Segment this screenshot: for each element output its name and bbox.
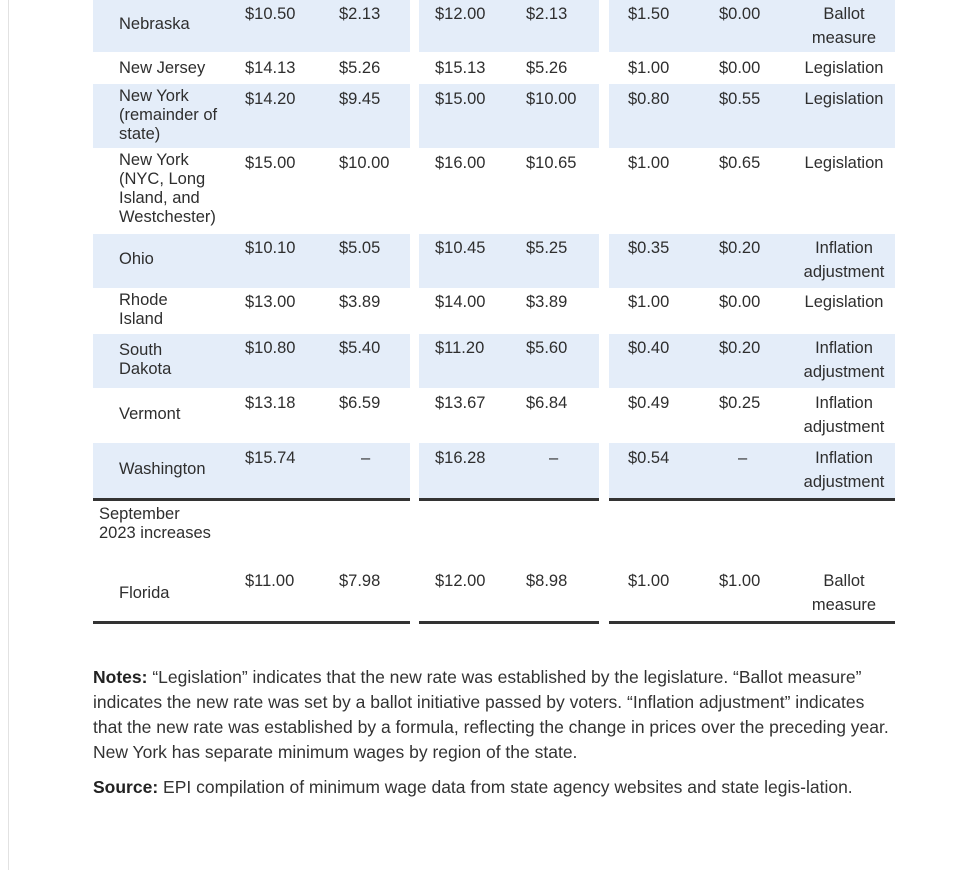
state-name: New York (NYC, Long Island, and Westchester)	[119, 151, 216, 226]
new-wage: $15.00	[435, 90, 486, 108]
state-name: New York (remainder of state)	[119, 87, 218, 143]
table-row	[93, 234, 895, 288]
wage-increase: $0.49	[628, 394, 670, 412]
current-wage: $10.50	[245, 5, 296, 23]
increase-method: Inflation adjustment	[803, 394, 885, 436]
new-wage: $16.28	[435, 449, 486, 467]
current-tipped-wage: $3.89	[339, 293, 381, 311]
table-row	[93, 443, 895, 498]
table-bottom-rule	[93, 621, 410, 624]
notes-paragraph	[93, 665, 898, 765]
wage-increase: $0.35	[628, 239, 670, 257]
source-label: Source:	[93, 777, 159, 797]
current-tipped-wage: $5.26	[339, 59, 381, 77]
new-tipped-wage: –	[549, 449, 559, 467]
tipped-wage-increase: $0.20	[719, 339, 761, 357]
new-wage: $14.00	[435, 293, 486, 311]
tipped-wage-increase: $1.00	[719, 572, 761, 590]
current-wage: $11.00	[245, 572, 295, 590]
current-tipped-wage: $5.40	[339, 339, 381, 357]
page-left-border	[8, 0, 9, 870]
current-tipped-wage: $10.00	[339, 154, 390, 172]
current-wage: $14.13	[245, 59, 296, 77]
increase-method: Inflation adjustment	[803, 239, 885, 281]
increase-method: Legislation	[804, 154, 884, 172]
section-divider	[419, 498, 599, 501]
current-tipped-wage: $7.98	[339, 572, 381, 590]
current-wage: $14.20	[245, 90, 296, 108]
new-tipped-wage: $2.13	[526, 5, 568, 23]
current-wage: $10.80	[245, 339, 296, 357]
increase-method: Legislation	[804, 90, 884, 108]
state-name: Vermont	[119, 405, 181, 423]
tipped-wage-increase: –	[738, 449, 748, 467]
new-tipped-wage: $10.65	[526, 154, 577, 172]
section-divider	[93, 498, 410, 501]
state-name: New Jersey	[119, 59, 206, 77]
tipped-wage-increase: $0.00	[719, 293, 761, 311]
increase-method: Legislation	[804, 293, 884, 311]
tipped-wage-increase: $0.65	[719, 154, 761, 172]
new-tipped-wage: $5.25	[526, 239, 568, 257]
current-tipped-wage: $2.13	[339, 5, 381, 23]
table-row	[93, 52, 895, 84]
new-tipped-wage: $5.26	[526, 59, 568, 77]
current-tipped-wage: –	[361, 449, 371, 467]
increase-method: Inflation adjustment	[803, 339, 885, 381]
notes-text: “Legislation” indicates that the new rate was established by the legislature. “Ballot measure” indicates the new rate was set by a ballot initiative passed by voters. “Inflation adjustment” indicates that the new rate was established by a formula, reflecting the change in prices over the preceding year. New York has separate minimum wages by region of the state.	[93, 667, 889, 762]
new-tipped-wage: $6.84	[526, 394, 568, 412]
section-heading: September 2023 increases	[99, 505, 211, 542]
wage-increase: $0.54	[628, 449, 670, 467]
section-divider	[609, 498, 895, 501]
increase-method: Ballot measure	[811, 572, 877, 614]
current-tipped-wage: $6.59	[339, 394, 381, 412]
new-wage: $13.67	[435, 394, 486, 412]
table-row	[93, 84, 895, 148]
table-notes	[93, 665, 898, 810]
increase-method: Legislation	[804, 59, 884, 77]
new-tipped-wage: $8.98	[526, 572, 568, 590]
state-name: Washington	[119, 460, 206, 478]
state-name: Ohio	[119, 250, 154, 268]
current-wage: $13.00	[245, 293, 296, 311]
increase-method: Ballot measure	[811, 5, 877, 47]
tipped-wage-increase: $0.25	[719, 394, 761, 412]
source-text: EPI compilation of minimum wage data from state agency websites and state legis-lation.	[158, 777, 853, 797]
state-name: Florida	[119, 584, 170, 602]
table-row	[93, 388, 895, 443]
new-wage: $15.13	[435, 59, 486, 77]
state-name: Rhode Island	[119, 291, 168, 328]
new-wage: $11.20	[435, 339, 485, 357]
new-tipped-wage: $5.60	[526, 339, 568, 357]
wage-increase: $1.00	[628, 59, 670, 77]
tipped-wage-increase: $0.20	[719, 239, 761, 257]
wage-increase: $1.00	[628, 293, 670, 311]
current-wage: $15.74	[245, 449, 296, 467]
new-wage: $10.45	[435, 239, 486, 257]
tipped-wage-increase: $0.00	[719, 5, 761, 23]
current-wage: $10.10	[245, 239, 296, 257]
current-tipped-wage: $5.05	[339, 239, 381, 257]
table-bottom-rule	[609, 621, 895, 624]
wage-increase: $0.80	[628, 90, 670, 108]
table-bottom-rule	[419, 621, 599, 624]
source-paragraph	[93, 775, 898, 800]
wage-increase: $1.00	[628, 154, 670, 172]
new-wage: $12.00	[435, 5, 486, 23]
state-name: South Dakota	[119, 341, 172, 378]
new-tipped-wage: $10.00	[526, 90, 577, 108]
table-row	[93, 288, 895, 334]
table-row	[93, 566, 895, 621]
current-wage: $15.00	[245, 154, 296, 172]
wage-increase: $1.50	[628, 5, 670, 23]
table-row	[93, 148, 895, 234]
state-name: Nebraska	[119, 15, 190, 33]
new-wage: $12.00	[435, 572, 486, 590]
current-wage: $13.18	[245, 394, 296, 412]
notes-label: Notes:	[93, 667, 148, 687]
tipped-wage-increase: $0.55	[719, 90, 761, 108]
tipped-wage-increase: $0.00	[719, 59, 761, 77]
current-tipped-wage: $9.45	[339, 90, 381, 108]
new-wage: $16.00	[435, 154, 486, 172]
table-row	[93, 334, 895, 388]
wage-increase: $1.00	[628, 572, 670, 590]
increase-method: Inflation adjustment	[803, 449, 885, 491]
wage-increase: $0.40	[628, 339, 670, 357]
new-tipped-wage: $3.89	[526, 293, 568, 311]
table-row	[93, 0, 895, 52]
